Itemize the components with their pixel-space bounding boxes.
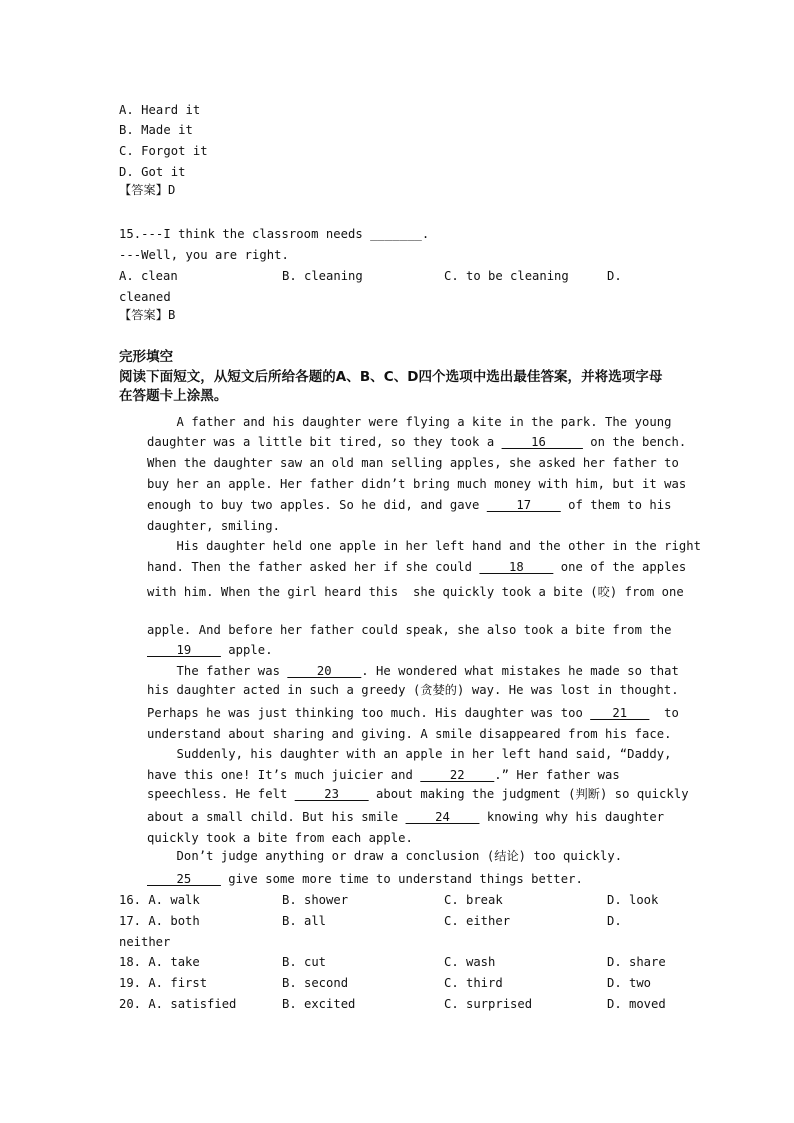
option-c: C. Forgot it [119,144,208,158]
passage-line: Suddenly, his daughter with an apple in her left hand said, “Daddy, [147,747,672,761]
q15-answer: 【答案】B [119,308,176,322]
q20-option-a: 20. A. satisfied [119,997,237,1011]
option-b: B. Made it [119,123,193,137]
q19-option-a: 19. A. first [119,976,208,990]
q18-option-c: C. wash [444,955,496,969]
answer-line: 【答案】D [119,183,176,197]
q15-option-b: B. cleaning [282,269,363,283]
passage-line: Don’t judge anything or draw a conclusion (结论) too quickly. [147,849,623,863]
q19-option-b: B. second [282,976,349,990]
option-d: D. Got it [119,165,186,179]
q16-option-c: C. break [444,893,503,907]
q17-option-a: 17. A. both [119,914,200,928]
q17-option-c: C. either [444,914,511,928]
q18-option-b: B. cut [282,955,327,969]
blank-25: ____25____ [147,872,221,886]
passage-line: Perhaps he was just thinking too much. His daughter was too ___21___ to [147,706,679,720]
blank-21: ___21___ [590,706,650,720]
passage-line: enough to buy two apples. So he did, and gave ____17____ of them to his [147,498,672,512]
q15-option-d-text: cleaned [119,290,171,304]
section-heading: 完形填空 [119,349,174,365]
q15-option-c: C. to be cleaning [444,269,569,283]
q20-option-b: B. excited [282,997,356,1011]
q16-option-b: B. shower [282,893,349,907]
blank-23: ____23____ [294,787,369,801]
q15-option-d: D. [607,269,622,283]
passage-line: with him. When the girl heard this she quickly took a bite (咬) from one [147,585,684,599]
passage-line: understand about sharing and giving. A smile disappeared from his face. [147,727,672,741]
blank-17: ____17____ [486,498,561,512]
q19-option-d: D. two [607,976,652,990]
passage-line: quickly took a bite from each apple. [147,831,413,845]
blank-24: ____24____ [405,810,480,824]
blank-22: ____22____ [420,768,495,782]
q16-option-a: 16. A. walk [119,893,200,907]
q16-option-d: D. look [607,893,659,907]
passage-line: ____25____ give some more time to understand things better. [147,872,583,886]
passage-line: A father and his daughter were flying a kite in the park. The young [147,415,672,429]
q17-option-d-text: neither [119,935,171,949]
passage-line: buy her an apple. Her father didn’t bring much money with him, but it was [147,477,687,491]
instruction-line-2: 在答题卡上涂黑。 [119,388,228,404]
question-15-prompt: 15.---I think the classroom needs _______. [119,227,430,241]
q18-option-d: D. share [607,955,666,969]
passage-line: His daughter held one apple in her left hand and the other in the right [147,539,702,553]
q20-option-d: D. moved [607,997,666,1011]
q19-option-c: C. third [444,976,503,990]
q17-option-d: D. [607,914,622,928]
blank-16: ____16_____ [501,435,583,449]
passage-line: apple. And before her father could speak, she also took a bite from the [147,623,672,637]
blank-19: ____19____ [147,643,221,657]
passage-line: The father was ____20____. He wondered what mistakes he made so that [147,664,679,678]
passage-line: speechless. He felt ____23____ about making the judgment (判断) so quickly [147,787,689,801]
passage-line: daughter, smiling. [147,519,280,533]
option-a: A. Heard it [119,103,201,117]
passage-line: hand. Then the father asked her if she could ____18____ one of the apples [147,560,687,574]
passage-line: about a small child. But his smile ____24____ knowing why his daughter [147,810,665,824]
q20-option-c: C. surprised [444,997,533,1011]
passage-line: have this one! It’s much juicier and ____22____.” Her father was [147,768,620,782]
instruction-line-1: 阅读下面短文，从短文后所给各题的A、B、C、D四个选项中选出最佳答案，并将选项字母 [119,369,663,385]
blank-18: ____18____ [479,560,554,574]
question-15-reply: ---Well, you are right. [119,248,289,262]
passage-line: his daughter acted in such a greedy (贪婪的) way. He was lost in thought. [147,683,679,697]
passage-line: When the daughter saw an old man selling apples, she asked her father to [147,456,679,470]
q18-option-a: 18. A. take [119,955,200,969]
q17-option-b: B. all [282,914,327,928]
q15-option-a: A. clean [119,269,178,283]
passage-line: ____19____ apple. [147,643,273,657]
blank-20: ____20____ [287,664,362,678]
passage-line: daughter was a little bit tired, so they took a ____16_____ on the bench. [147,435,687,449]
